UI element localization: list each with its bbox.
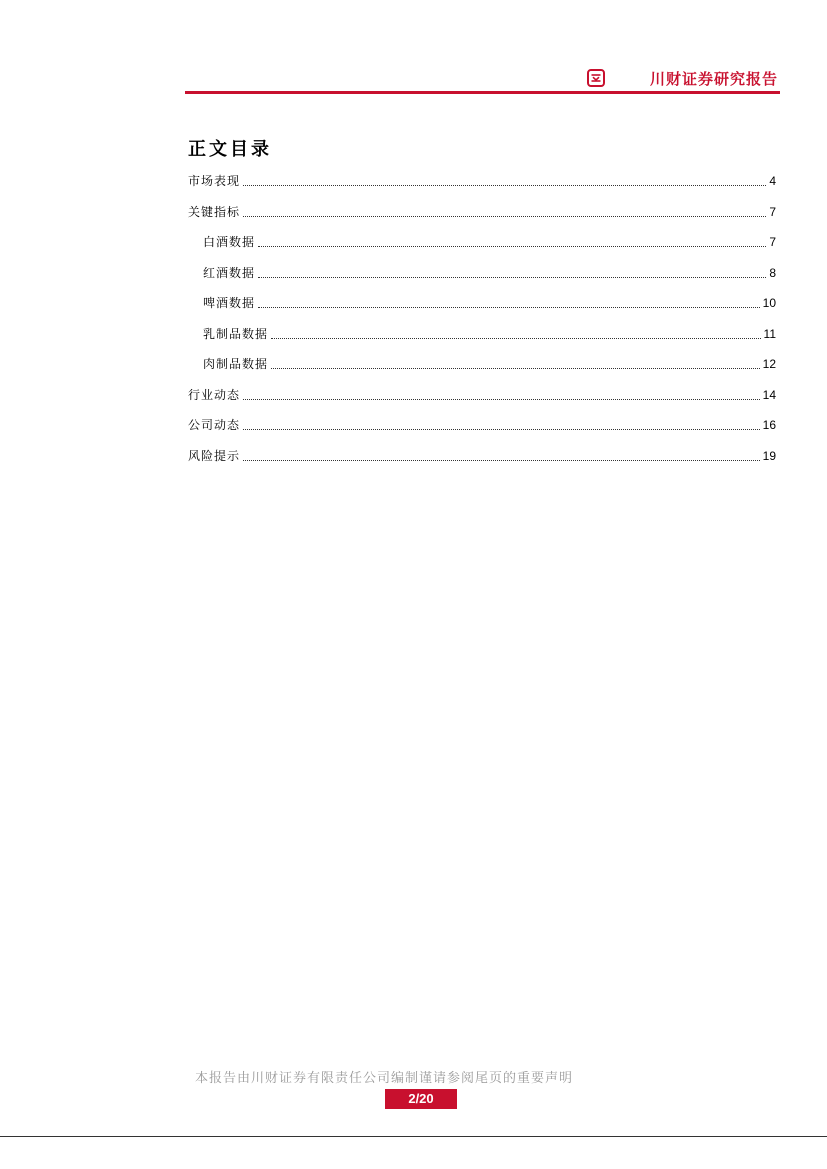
dot-leader (243, 429, 760, 430)
toc-entry-company-news[interactable] (188, 416, 776, 432)
dot-leader (243, 399, 760, 400)
toc-entry-page: 12 (762, 357, 776, 371)
toc-entry-wine-data[interactable] (203, 264, 776, 280)
toc-entry-key-indicators[interactable] (188, 203, 776, 219)
page-number-badge: 2/20 (385, 1089, 457, 1109)
toc-entry-label: 行业动态 (188, 388, 241, 402)
toc-entry-label: 风险提示 (188, 449, 241, 463)
dot-leader (258, 246, 766, 247)
toc-entry-label: 关键指标 (188, 205, 241, 219)
toc-entry-page: 16 (762, 418, 776, 432)
toc-entry-label: 市场表现 (188, 174, 241, 188)
dot-leader (271, 338, 761, 339)
toc-entry-market-performance[interactable] (188, 172, 776, 188)
dot-leader (271, 368, 760, 369)
toc-entry-label: 白酒数据 (203, 235, 256, 249)
toc-entry-label: 肉制品数据 (203, 357, 269, 371)
page-header (185, 62, 780, 94)
toc-entry-page: 4 (769, 174, 776, 188)
toc-entry-page: 7 (769, 205, 776, 219)
toc-entry-risk-warning[interactable] (188, 447, 776, 463)
dot-leader (258, 307, 760, 308)
report-series-title: 川财证券研究报告 (649, 70, 778, 88)
toc-entry-meat-data[interactable] (203, 355, 776, 371)
toc-entry-baijiu-data[interactable] (203, 233, 776, 249)
toc-entry-page: 14 (762, 388, 776, 402)
toc-entry-page: 10 (762, 296, 776, 310)
toc-entry-beer-data[interactable] (203, 294, 776, 310)
dot-leader (243, 185, 766, 186)
toc-heading: 正文目录 (188, 139, 272, 160)
footer-divider (0, 1136, 827, 1137)
toc-entry-page: 8 (769, 266, 776, 280)
toc-entry-page: 11 (763, 327, 776, 341)
dot-leader (243, 216, 766, 217)
toc-entry-industry-news[interactable] (188, 386, 776, 402)
toc-entry-label: 公司动态 (188, 418, 241, 432)
toc-entry-page: 7 (769, 235, 776, 249)
dot-leader (243, 460, 760, 461)
toc-entry-label: 乳制品数据 (203, 327, 269, 341)
footer-disclaimer: 本报告由川财证券有限责任公司编制谨请参阅尾页的重要声明 (194, 1071, 573, 1086)
toc-entry-page: 19 (762, 449, 776, 463)
ccsc-logo-icon (587, 69, 605, 87)
header-divider (185, 91, 780, 94)
dot-leader (258, 277, 766, 278)
toc-entry-label: 红酒数据 (203, 266, 256, 280)
toc-entry-label: 啤酒数据 (203, 296, 256, 310)
toc-entry-dairy-data[interactable] (203, 325, 776, 341)
